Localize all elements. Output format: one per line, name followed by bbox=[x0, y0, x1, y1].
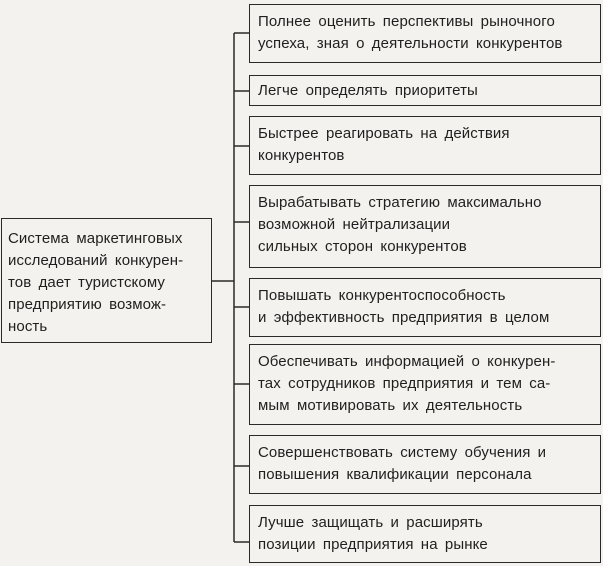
source-line: Система маркетинговых bbox=[8, 230, 183, 247]
source-line: исследований конкурен- bbox=[8, 252, 184, 269]
outcome-box-6 bbox=[249, 344, 601, 425]
outcome-line: и эффективность предприятия в целом bbox=[258, 309, 550, 326]
outcome-line: позиции предприятия на рынке bbox=[258, 536, 488, 553]
source-line: ность bbox=[8, 318, 48, 335]
outcome-line: Совершенствовать систему обучения и bbox=[258, 444, 547, 461]
outcome-box-7 bbox=[249, 435, 601, 494]
outcome-line: Повышать конкурентоспособность bbox=[258, 287, 506, 304]
outcome-line: Легче определять приоритеты bbox=[258, 82, 478, 99]
outcome-line: повышения квалификации персонала bbox=[258, 466, 532, 483]
outcome-box-2 bbox=[249, 75, 601, 106]
source-box bbox=[1, 218, 212, 343]
outcome-line: Обеспечивать информацией о конкурен- bbox=[258, 353, 556, 370]
outcome-line: возможной нейтрализации bbox=[258, 216, 451, 233]
source-line: предприятию возмож- bbox=[8, 296, 167, 313]
outcome-line: Вырабатывать стратегию максимально bbox=[258, 194, 542, 211]
outcome-box-1 bbox=[249, 4, 601, 63]
outcome-line: Быстрее реагировать на действия bbox=[258, 125, 510, 142]
outcome-box-3 bbox=[249, 116, 601, 175]
outcome-box-4 bbox=[249, 185, 601, 268]
outcome-line: мым мотивировать их деятельность bbox=[258, 397, 523, 414]
outcome-box-5 bbox=[249, 278, 601, 337]
outcome-line: Лучше защищать и расширять bbox=[258, 514, 483, 531]
outcome-line: тах сотрудников предприятия и тем са- bbox=[258, 375, 551, 392]
source-line: тов дает туристскому bbox=[8, 274, 166, 291]
outcome-line: Полнее оценить перспективы рыночного bbox=[258, 13, 555, 30]
outcome-line: конкурентов bbox=[258, 147, 345, 164]
outcome-box-8 bbox=[249, 505, 601, 563]
outcome-line: успеха, зная о деятельности конкурентов bbox=[258, 35, 563, 52]
outcome-line: сильных сторон конкурентов bbox=[258, 238, 467, 255]
